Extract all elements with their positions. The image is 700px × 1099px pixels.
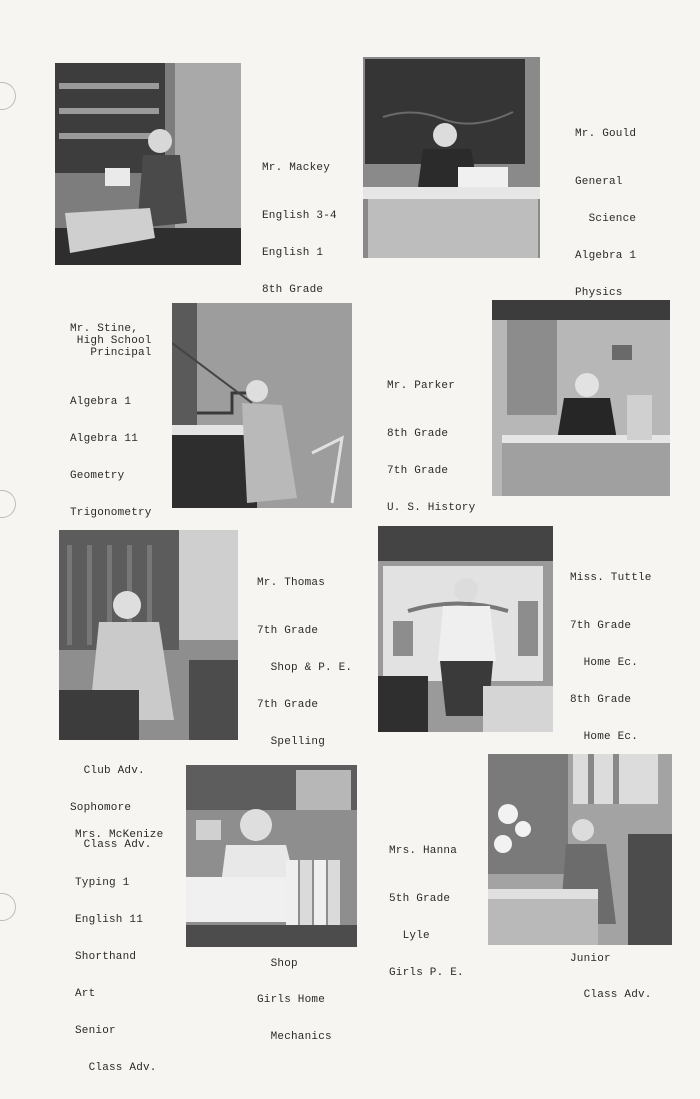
subject-line: Senior xyxy=(75,1025,116,1038)
photo-mr-thomas xyxy=(59,530,238,740)
subject-line: Lyle xyxy=(389,930,430,943)
punch-hole xyxy=(0,490,16,518)
teacher-name: Mrs. Hanna xyxy=(389,844,458,857)
subject-line: Typing 1 xyxy=(75,877,130,890)
subject-line: English 3-4 xyxy=(262,210,337,223)
subject-line: Physics xyxy=(575,287,623,300)
subject-line: 7th Grade xyxy=(257,625,319,638)
subject-line: Club Adv. xyxy=(70,764,145,777)
teacher-name: Mr. Parker xyxy=(387,379,456,392)
subject-line: 8th Grade xyxy=(387,428,449,441)
subject-line: General xyxy=(575,176,623,189)
teacher-name: Mr. Gould xyxy=(575,127,637,140)
teacher-name: Mr. Mackey xyxy=(262,161,331,174)
subject-line: Algebra 11 xyxy=(70,432,139,445)
caption-mrs-hanna xyxy=(389,820,464,1004)
subject-line: English 11 xyxy=(75,914,144,927)
teacher-name: Miss. Tuttle xyxy=(570,571,652,584)
subject-line: 8th Grade xyxy=(262,284,324,297)
subject-line: Algebra 1 xyxy=(575,250,637,263)
subject-line: Shop xyxy=(257,957,298,970)
subject-line: Trigonometry xyxy=(70,506,152,519)
subject-line: Spelling xyxy=(257,736,326,749)
subject-line: 7th Grade xyxy=(570,620,632,633)
photo-mr-gould xyxy=(363,57,540,258)
caption-mrs-mckenize xyxy=(75,804,163,1099)
subject-line: Sophomore xyxy=(70,801,132,814)
subject-line: U. S. History xyxy=(387,502,476,515)
subject-line: 8th Grade xyxy=(570,694,632,707)
photo-mr-stine xyxy=(172,303,352,508)
photo-mr-parker xyxy=(492,300,670,496)
subject-line: Home Ec. xyxy=(570,731,639,744)
subject-line: Algebra 1 xyxy=(70,396,132,409)
subject-line: Shop & P. E. xyxy=(257,662,353,675)
teacher-name: Mrs. McKenize xyxy=(75,828,164,841)
photo-mrs-hanna xyxy=(488,754,672,945)
subject-line: Shorthand xyxy=(75,951,137,964)
photo-miss-tuttle xyxy=(378,526,553,732)
subject-line: 5th Grade xyxy=(389,893,451,906)
teacher-name: Mr. Thomas xyxy=(257,576,326,589)
subject-line: Geometry xyxy=(70,469,125,482)
subject-line: Girls P. E. xyxy=(389,967,464,980)
subject-line: 7th Grade xyxy=(387,465,449,478)
subject-line: Junior xyxy=(570,952,611,965)
subject-line: Girls Home xyxy=(257,994,326,1007)
subject-line: English 1 xyxy=(262,247,324,260)
subject-line: Home Ec. xyxy=(570,657,639,670)
punch-hole xyxy=(0,82,16,110)
subject-line: Science xyxy=(575,213,637,226)
teacher-name: Mr. Stine, High School Principal xyxy=(70,322,152,360)
subject-line: Class Adv. xyxy=(70,838,152,851)
subject-line: Class Adv. xyxy=(75,1061,157,1074)
photo-mrs-mckenize xyxy=(186,765,357,947)
photo-mr-mackey xyxy=(55,63,241,265)
punch-hole xyxy=(0,893,16,921)
subject-line: 7th Grade xyxy=(257,699,319,712)
subject-line: Class Adv. xyxy=(570,989,652,1002)
subject-line: Art xyxy=(75,988,96,1001)
subject-line: Mechanics xyxy=(257,1031,332,1044)
